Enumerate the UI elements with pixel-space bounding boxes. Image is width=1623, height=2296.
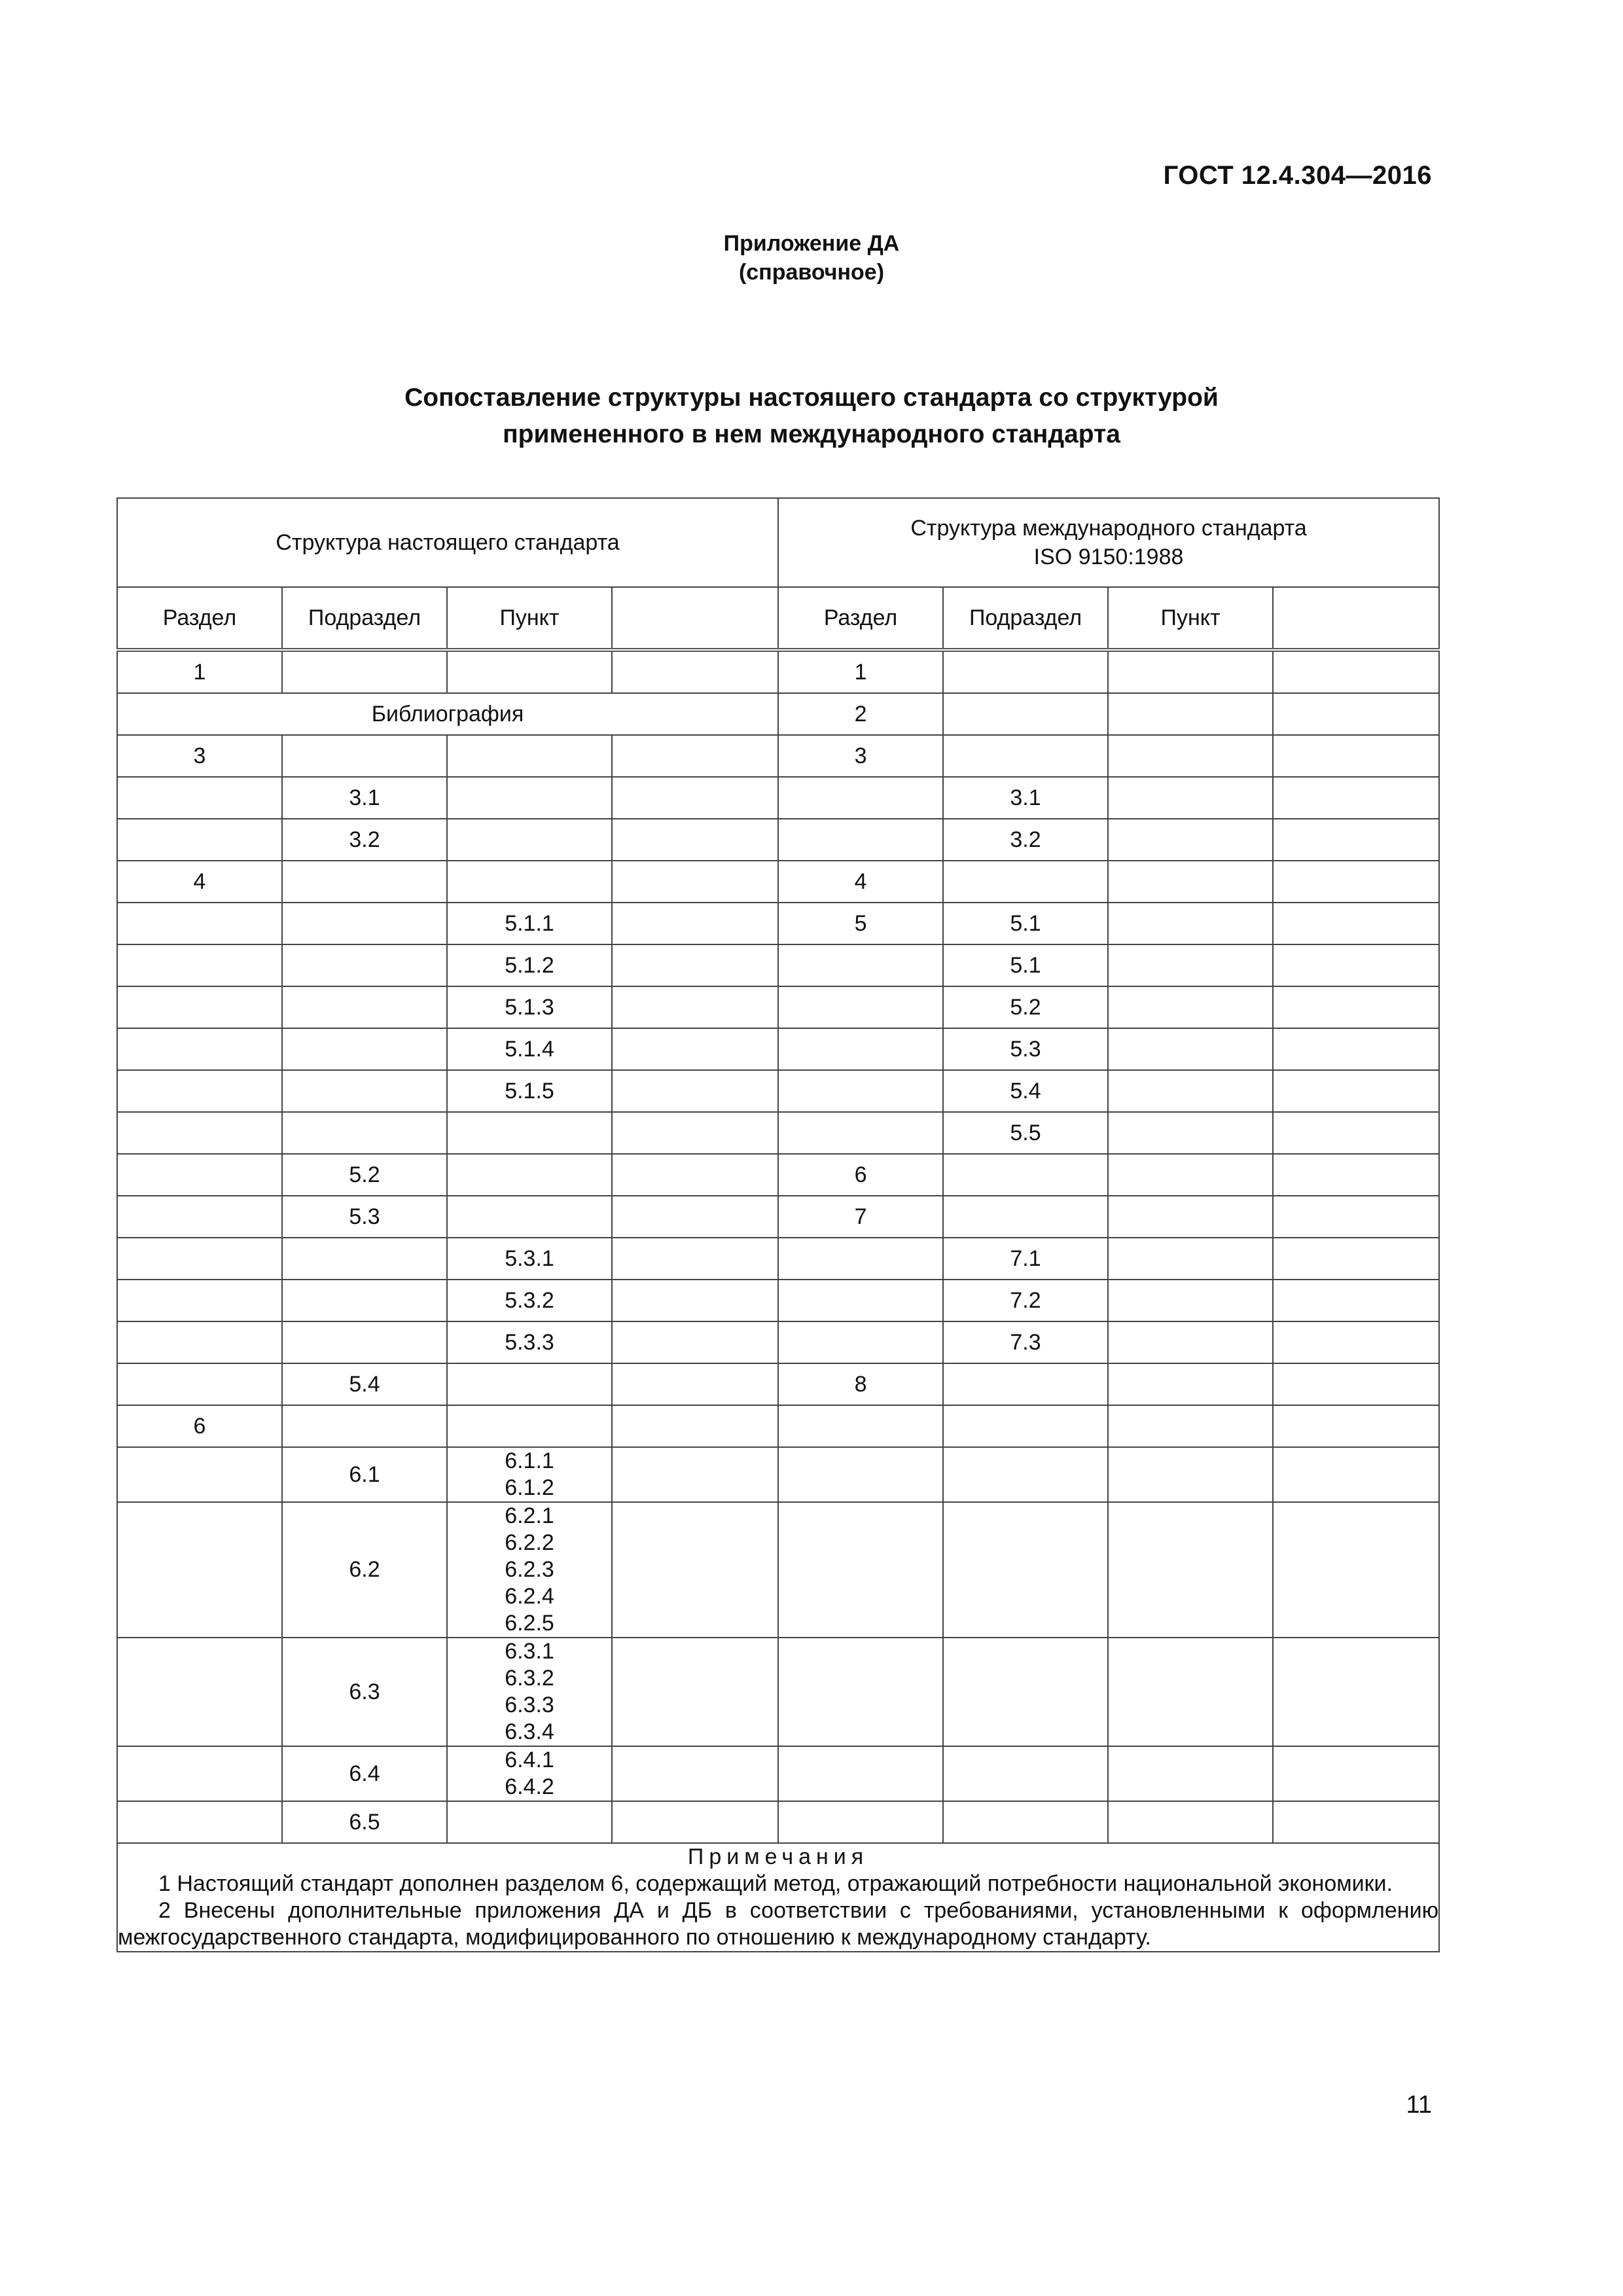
table-cell	[282, 944, 447, 986]
table-cell	[778, 1028, 943, 1070]
table-cell	[943, 1196, 1108, 1238]
table-cell	[612, 1196, 778, 1238]
table-cell	[1273, 1447, 1439, 1502]
table-cell	[117, 1447, 282, 1502]
table-cell	[1108, 861, 1273, 903]
table-cell	[447, 735, 612, 777]
clause-item: 6.3.3	[505, 1693, 554, 1717]
table-cell	[447, 1196, 612, 1238]
table-cell	[1108, 1112, 1273, 1154]
table-cell	[612, 777, 778, 819]
table-cell	[1108, 1280, 1273, 1321]
table-cell	[612, 861, 778, 903]
table-cell	[612, 986, 778, 1028]
table-cell: 6	[117, 1405, 282, 1447]
table-cell	[282, 861, 447, 903]
table-row	[117, 1070, 1439, 1112]
table-cell	[1273, 1154, 1439, 1196]
appendix-label: Приложение ДА	[723, 231, 900, 256]
table-cell	[1108, 1154, 1273, 1196]
table-cell	[1273, 819, 1439, 861]
table-cell	[612, 735, 778, 777]
table-cell	[612, 1112, 778, 1154]
clause-list	[505, 1448, 554, 1501]
table-cell	[447, 1405, 612, 1447]
table-cell	[612, 944, 778, 986]
table-cell	[1108, 903, 1273, 944]
table-cell	[447, 819, 612, 861]
table-cell	[1108, 819, 1273, 861]
table-cell: 5.1.2	[447, 944, 612, 986]
table-cell	[778, 777, 943, 819]
table-cell	[1273, 944, 1439, 986]
table-cell	[282, 1112, 447, 1154]
table-cell	[282, 735, 447, 777]
subsection-cell: 6.5	[282, 1801, 447, 1843]
table-cell: 3.1	[943, 777, 1108, 819]
table-cell	[117, 819, 282, 861]
table-row	[117, 1154, 1439, 1196]
table-cell	[943, 1801, 1108, 1843]
table-cell	[943, 1405, 1108, 1447]
appendix-type: (справочное)	[738, 260, 885, 285]
table-cell	[612, 1746, 778, 1801]
table-cell	[943, 650, 1108, 693]
note-2: 2 Внесены дополнительные приложения ДА и ДБ в соответствии с требованиями, установленными к оформлению межгосударственного стандарта, модифицированного по отношению к международному стандарту.	[118, 1898, 1439, 1950]
clause-item: 6.3.1	[505, 1639, 554, 1664]
table-cell	[1273, 1405, 1439, 1447]
notes-row	[117, 1843, 1439, 1952]
table-cell	[1273, 1196, 1439, 1238]
table-cell	[1108, 1028, 1273, 1070]
table-row-bibliography	[117, 693, 1439, 735]
table-cell	[943, 1746, 1108, 1801]
header-international-code: ISO 9150:1988	[1033, 545, 1184, 569]
table-cell	[778, 944, 943, 986]
table-cell	[778, 1638, 943, 1746]
table-cell	[447, 1112, 612, 1154]
table-cell	[117, 1321, 282, 1363]
table-cell	[1108, 986, 1273, 1028]
table-cell: 5.1.1	[447, 903, 612, 944]
clause-item: 6.2.5	[505, 1611, 554, 1636]
col-header-clause: Пункт	[1108, 587, 1273, 650]
table-cell	[1108, 1801, 1273, 1843]
table-cell: 3	[117, 735, 282, 777]
table-cell	[778, 1502, 943, 1638]
col-header-subsection: Подраздел	[943, 587, 1108, 650]
table-cell	[282, 1321, 447, 1363]
clauses-cell	[447, 1502, 612, 1638]
table-cell	[1273, 1638, 1439, 1746]
table-row	[117, 1196, 1439, 1238]
bibliography-cell: Библиография	[117, 693, 778, 735]
table-cell	[612, 1154, 778, 1196]
table-cell	[117, 1070, 282, 1112]
table-cell	[1273, 777, 1439, 819]
table-row	[117, 819, 1439, 861]
table-row	[117, 1112, 1439, 1154]
table-cell: 7.2	[943, 1280, 1108, 1321]
table-cell	[117, 944, 282, 986]
table-cell: 4	[778, 861, 943, 903]
table-cell	[282, 1405, 447, 1447]
table-cell	[117, 1280, 282, 1321]
table-cell	[1108, 735, 1273, 777]
table-cell: 1	[778, 650, 943, 693]
table-cell	[117, 1638, 282, 1746]
subsection-cell: 6.4	[282, 1746, 447, 1801]
table-cell	[1108, 944, 1273, 986]
table-cell: 5.1	[943, 903, 1108, 944]
table-cell	[1108, 1638, 1273, 1746]
table-cell	[943, 1502, 1108, 1638]
table-row	[117, 1280, 1439, 1321]
table-cell	[612, 650, 778, 693]
table-row-group	[117, 1638, 1439, 1746]
table-row	[117, 650, 1439, 693]
structure-comparison-table	[116, 497, 1440, 1952]
table-cell	[1273, 1070, 1439, 1112]
title-line-1: Сопоставление структуры настоящего стандарта со структурой	[404, 384, 1219, 412]
table-cell	[778, 819, 943, 861]
header-current-standard: Структура настоящего стандарта	[117, 498, 778, 587]
table-cell	[282, 1238, 447, 1280]
table-cell	[778, 1112, 943, 1154]
table-header-row	[117, 498, 1439, 587]
table-cell: 5.1	[943, 944, 1108, 986]
table-cell	[117, 1801, 282, 1843]
header-international-label: Структура международного стандарта	[910, 516, 1307, 541]
table-cell	[612, 903, 778, 944]
table-cell: 5.3.3	[447, 1321, 612, 1363]
clause-list	[505, 1503, 554, 1637]
notes-title: Примечания	[687, 1844, 869, 1869]
table-cell	[1273, 735, 1439, 777]
table-cell: 5.3.2	[447, 1280, 612, 1321]
table-cell	[612, 1238, 778, 1280]
table-cell	[612, 819, 778, 861]
table-cell: 5	[778, 903, 943, 944]
page-number: 11	[1406, 2091, 1432, 2119]
subsection-cell: 6.2	[282, 1502, 447, 1638]
table-cell: 3.1	[282, 777, 447, 819]
table-cell	[778, 1280, 943, 1321]
table-row	[117, 861, 1439, 903]
appendix-heading	[0, 229, 1623, 287]
table-cell	[1108, 1502, 1273, 1638]
table-cell	[117, 1112, 282, 1154]
clauses-cell	[447, 1746, 612, 1801]
table-cell	[612, 1028, 778, 1070]
table-cell: 8	[778, 1363, 943, 1405]
table-cell	[117, 1502, 282, 1638]
table-cell: 5.1.3	[447, 986, 612, 1028]
table-row	[117, 1321, 1439, 1363]
table-cell: 5.1.5	[447, 1070, 612, 1112]
col-header-section: Раздел	[117, 587, 282, 650]
table-row	[117, 944, 1439, 986]
col-header-clause: Пункт	[447, 587, 612, 650]
clause-item: 6.4.1	[505, 1748, 554, 1772]
table-cell: 3.2	[282, 819, 447, 861]
table-cell	[612, 1321, 778, 1363]
table-cell	[117, 986, 282, 1028]
table-cell	[282, 1028, 447, 1070]
table-cell	[1273, 1238, 1439, 1280]
table-cell	[117, 777, 282, 819]
table-cell	[778, 1321, 943, 1363]
clause-item: 6.1.1	[505, 1448, 554, 1473]
table-cell	[1273, 861, 1439, 903]
table-cell	[943, 1154, 1108, 1196]
table-cell	[117, 1196, 282, 1238]
table-row-group	[117, 1502, 1439, 1638]
table-cell	[1273, 1112, 1439, 1154]
table-cell	[943, 1363, 1108, 1405]
table-cell	[778, 1405, 943, 1447]
table-cell	[1108, 1746, 1273, 1801]
table-cell	[447, 861, 612, 903]
table-cell	[117, 1238, 282, 1280]
table-cell	[943, 861, 1108, 903]
table-cell	[778, 1238, 943, 1280]
col-header-subsection: Подраздел	[282, 587, 447, 650]
table-cell	[1108, 1196, 1273, 1238]
clauses-cell	[447, 1447, 612, 1502]
subsection-cell: 6.3	[282, 1638, 447, 1746]
table-cell: 5.5	[943, 1112, 1108, 1154]
table-cell	[282, 1280, 447, 1321]
table-cell	[1108, 1405, 1273, 1447]
table-cell	[612, 1070, 778, 1112]
table-cell	[943, 1447, 1108, 1502]
table-cell: 3.2	[943, 819, 1108, 861]
table-cell: 5.3	[282, 1196, 447, 1238]
table-cell	[778, 1801, 943, 1843]
page-title	[0, 380, 1623, 453]
table-cell	[1273, 903, 1439, 944]
table-cell	[1108, 693, 1273, 735]
clause-item: 6.2.1	[505, 1503, 554, 1528]
table-cell	[778, 986, 943, 1028]
table-cell	[282, 986, 447, 1028]
clause-item: 6.3.4	[505, 1719, 554, 1744]
table-cell: 7.3	[943, 1321, 1108, 1363]
table-cell	[1273, 1028, 1439, 1070]
table-cell: 5.4	[282, 1363, 447, 1405]
table-cell: 6	[778, 1154, 943, 1196]
table-cell	[612, 1801, 778, 1843]
table-cell	[117, 1154, 282, 1196]
table-cell	[1108, 1363, 1273, 1405]
table-cell	[1108, 650, 1273, 693]
table-cell: 3	[778, 735, 943, 777]
table-cell	[612, 1447, 778, 1502]
table-cell	[1273, 986, 1439, 1028]
table-cell	[612, 1280, 778, 1321]
table-row	[117, 1363, 1439, 1405]
table-cell	[943, 1638, 1108, 1746]
table-cell	[612, 1363, 778, 1405]
notes-cell	[117, 1843, 1439, 1952]
table-row	[117, 1801, 1439, 1843]
table-row	[117, 1405, 1439, 1447]
table-cell	[1273, 1321, 1439, 1363]
table-cell	[447, 1363, 612, 1405]
clause-list	[505, 1638, 554, 1746]
table-cell	[447, 1801, 612, 1843]
table-cell	[117, 1363, 282, 1405]
table-cell: 2	[778, 693, 943, 735]
col-header-empty	[1273, 587, 1439, 650]
table-row-group	[117, 1447, 1439, 1502]
table-row	[117, 735, 1439, 777]
table-cell	[447, 650, 612, 693]
table-cell	[943, 735, 1108, 777]
table-cell	[778, 1070, 943, 1112]
table-cell: 5.3	[943, 1028, 1108, 1070]
table-cell	[117, 1746, 282, 1801]
table-cell: 5.4	[943, 1070, 1108, 1112]
table-cell	[1108, 1238, 1273, 1280]
clause-item: 6.2.3	[505, 1557, 554, 1582]
table-cell	[778, 1447, 943, 1502]
table-cell	[612, 1638, 778, 1746]
table-cell	[1273, 1280, 1439, 1321]
title-line-2: примененного в нем международного стандарта	[503, 420, 1120, 448]
table-row	[117, 903, 1439, 944]
table-cell	[282, 903, 447, 944]
table-cell: 5.2	[282, 1154, 447, 1196]
table-cell	[1273, 650, 1439, 693]
table-cell	[117, 903, 282, 944]
clause-item: 6.2.4	[505, 1584, 554, 1609]
table-cell	[1108, 1447, 1273, 1502]
table-cell: 5.3.1	[447, 1238, 612, 1280]
table-cell: 7	[778, 1196, 943, 1238]
header-international-standard	[778, 498, 1439, 587]
table-cell: 7.1	[943, 1238, 1108, 1280]
table-subheader-row	[117, 587, 1439, 650]
clause-list	[505, 1747, 554, 1801]
table-cell: 5.1.4	[447, 1028, 612, 1070]
table-cell	[612, 1405, 778, 1447]
table-row	[117, 986, 1439, 1028]
col-header-section: Раздел	[778, 587, 943, 650]
table-cell	[447, 777, 612, 819]
table-row	[117, 777, 1439, 819]
table-cell	[943, 693, 1108, 735]
table-cell	[1108, 1321, 1273, 1363]
col-header-empty	[612, 587, 778, 650]
table-cell	[1273, 1502, 1439, 1638]
clause-item: 6.3.2	[505, 1666, 554, 1691]
table-row	[117, 1028, 1439, 1070]
clause-item: 6.1.2	[505, 1475, 554, 1500]
table-row-group	[117, 1746, 1439, 1801]
table-cell	[1273, 1363, 1439, 1405]
note-1: 1 Настоящий стандарт дополнен разделом 6, содержащий метод, отражающий потребности национальной экономики.	[158, 1871, 1393, 1896]
clause-item: 6.4.2	[505, 1774, 554, 1799]
table-row	[117, 1238, 1439, 1280]
table-cell	[282, 650, 447, 693]
table-cell	[1108, 777, 1273, 819]
table-cell	[282, 1070, 447, 1112]
table-cell	[447, 1154, 612, 1196]
table-cell	[1273, 1801, 1439, 1843]
table-cell	[1273, 1746, 1439, 1801]
subsection-cell: 6.1	[282, 1447, 447, 1502]
table-cell	[612, 1502, 778, 1638]
table-cell	[1273, 693, 1439, 735]
table-cell	[117, 1028, 282, 1070]
table-cell: 4	[117, 861, 282, 903]
table-cell: 5.2	[943, 986, 1108, 1028]
table-cell	[1108, 1070, 1273, 1112]
clause-item: 6.2.2	[505, 1530, 554, 1555]
clauses-cell	[447, 1638, 612, 1746]
table-cell: 1	[117, 650, 282, 693]
document-code: ГОСТ 12.4.304—2016	[1163, 161, 1432, 190]
table-cell	[778, 1746, 943, 1801]
